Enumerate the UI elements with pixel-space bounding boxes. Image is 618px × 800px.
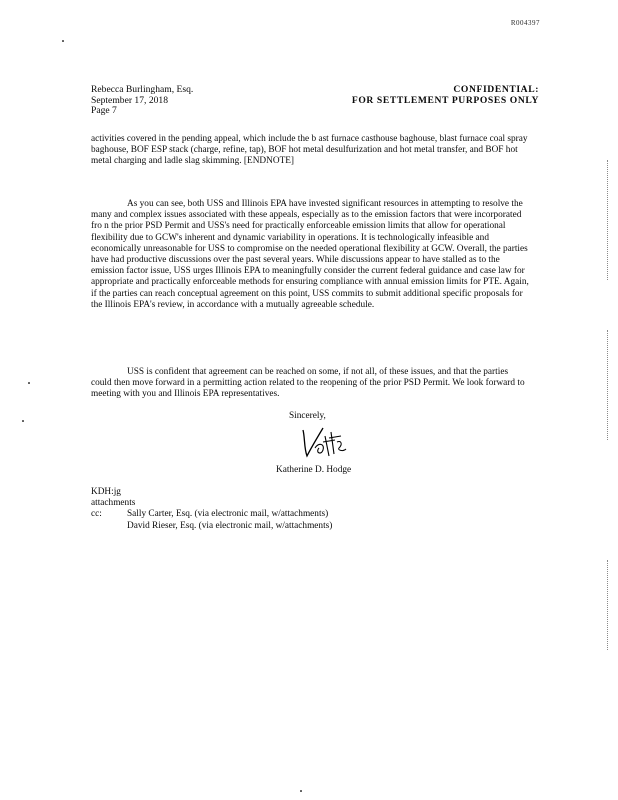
paragraph-text: USS is confident that agreement can be reached on some, if not all, of these issues, and that the parties could then move forward in a permitting action related to the reopening of the prior PSD Permit. We look forward to meeting with you and Illinois EPA representatives. — [91, 367, 525, 400]
settlement-purposes-label: FOR SETTLEMENT PURPOSES ONLY — [351, 94, 539, 106]
page-number: Page 7 — [91, 105, 117, 116]
letter-header-left — [91, 85, 193, 117]
body-paragraph — [91, 367, 529, 401]
confidential-label: CONFIDENTIAL: — [453, 84, 539, 95]
letter-footer — [91, 487, 332, 532]
body-paragraph-continued — [91, 134, 529, 168]
cc-recipient: Sally Carter, Esq. (via electronic mail, w/attachments) — [127, 509, 329, 520]
bates-number: R004397 — [510, 19, 540, 27]
scan-margin-dots — [607, 560, 610, 650]
paragraph-text: As you can see, both USS and Illinois EPA have invested significant resources in attempting to resolve the many and complex issues associated with these appeals, especially as to the emission factors that were incorporated fro n the prior PSD Permit and USS's need for practically enforceable emission limits that allow for operational flexibility due to GCW's inherent and dynamic variability in operations. It is technologically infeasible and economically unreasonable for USS to compromise on the needed operational flexibility at GCW. Overall, the parties have had productive discussions over the past several years. While discussions appear to have stalled as to the emission factor issue, USS urges Illinois EPA to meaningfully consider the current federal guidance and case law for appropriate and practically enforceable methods for ensuring compliance with annual emission limits for PTE. Again, if the parties can reach conceptual agreement on this point, USS commits to submit additional specific proposals for the Illinois EPA's review, in accordance with a mutually agreeable schedule. — [91, 199, 529, 310]
body-paragraph — [91, 199, 529, 311]
letter-date: September 17, 2018 — [91, 94, 169, 106]
cc-recipient: David Rieser, Esq. (via electronic mail, w/attachments) — [127, 520, 333, 531]
handwritten-signature — [297, 422, 349, 467]
cc-line — [91, 521, 332, 532]
scan-speck — [28, 382, 30, 384]
attachments-note: attachments — [91, 498, 136, 509]
cc-label: cc: — [91, 509, 102, 520]
scan-margin-dots — [607, 330, 610, 440]
paragraph-text: activities covered in the pending appeal, which include the b ast furnace casthouse baghouse, blast furnace coal spray baghouse, BOF ESP stack (charge, refine, tap), BOF hot metal desulfurization and hot metal transfer, and BOF hot metal charging and ladle slag skimming. [ENDNOTE] — [91, 134, 528, 167]
cc-line — [91, 509, 332, 520]
confidentiality-notice — [352, 85, 539, 106]
scan-speck — [62, 40, 64, 42]
typist-initials: KDH:jg — [91, 487, 121, 497]
closing-salutation: Sincerely, — [289, 411, 326, 421]
signer-name: Katherine D. Hodge — [276, 465, 352, 475]
scan-speck — [22, 420, 24, 422]
recipient-name: Rebecca Burlingham, Esq. — [91, 84, 194, 95]
scan-speck — [300, 790, 302, 792]
scan-margin-dots — [607, 160, 610, 280]
